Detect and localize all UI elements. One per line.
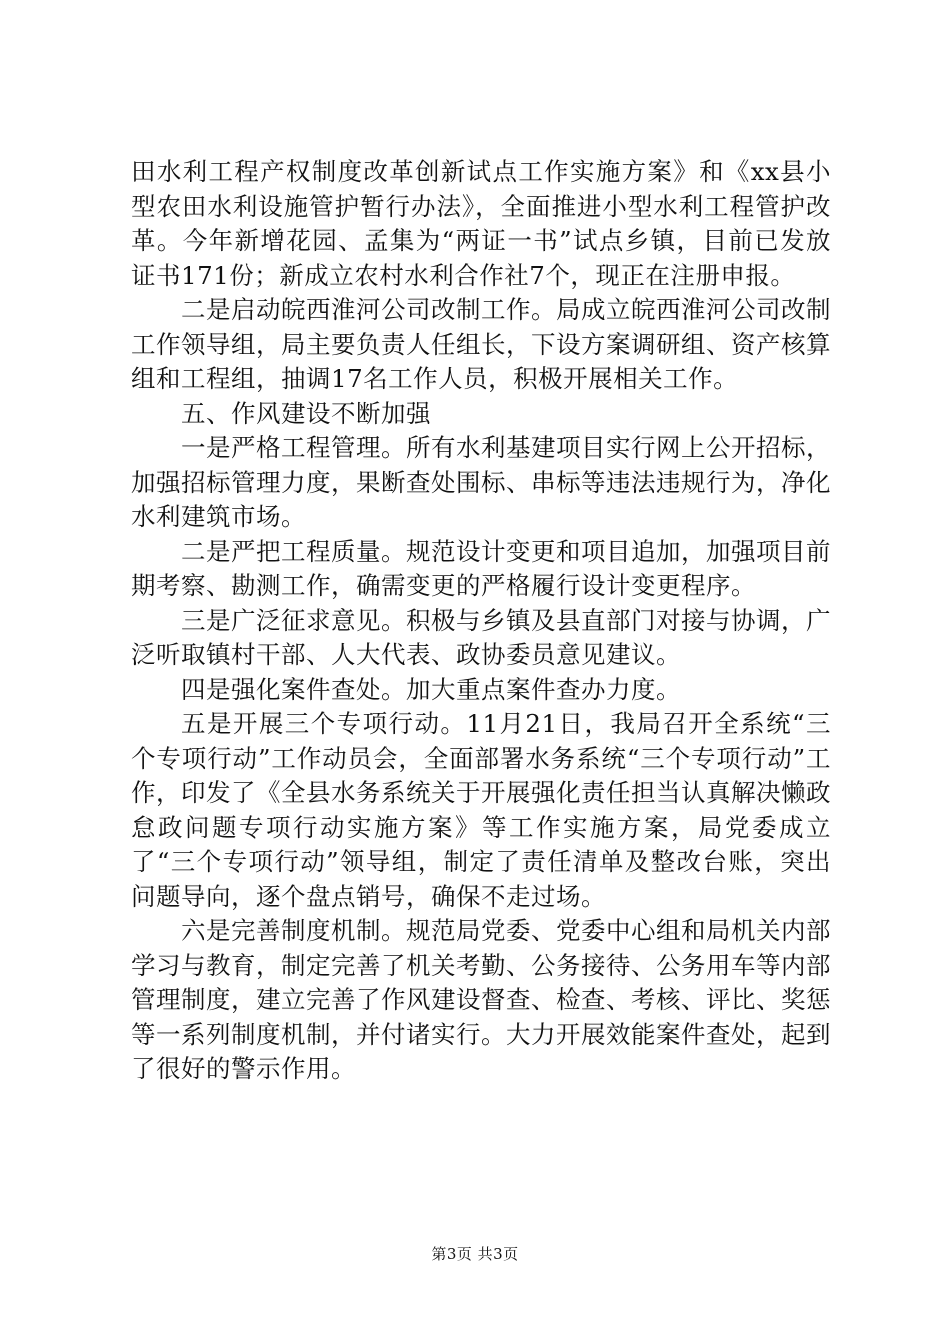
paragraph-3: 一是严格工程管理。所有水利基建项目实行网上公开招标，加强招标管理力度，果断查处围标、串标等违法违规行为，净化水利建筑市场。	[131, 433, 831, 531]
page-footer: 第3页 共3页	[431, 1245, 519, 1263]
paragraph-4: 二是严把工程质量。规范设计变更和项目追加，加强项目前期考察、勘测工作，确需变更的严格履行设计变更程序。	[131, 536, 831, 600]
section-heading: 五、作风建设不断加强	[181, 398, 431, 428]
paragraph-1: 田水利工程产权制度改革创新试点工作实施方案》和《xx县小型农田水利设施管护暂行办法》，全面推进小型水利工程管护改革。今年新增花园、孟集为“两证一书”试点乡镇，目前已发放证书171份；新成立农村水利合作社7个，现正在注册申报。	[131, 157, 831, 290]
paragraph-5: 三是广泛征求意见。积极与乡镇及县直部门对接与协调，广泛听取镇村干部、人大代表、政协委员意见建议。	[131, 605, 831, 669]
document-body	[131, 155, 831, 1087]
paragraph-6: 四是强化案件查处。加大重点案件查办力度。	[181, 674, 681, 704]
paragraph-2: 二是启动皖西淮河公司改制工作。局成立皖西淮河公司改制工作领导组，局主要负责人任组长，下设方案调研组、资产核算组和工程组，抽调17名工作人员，积极开展相关工作。	[131, 295, 831, 393]
paragraph-8: 六是完善制度机制。规范局党委、党委中心组和局机关内部学习与教育，制定完善了机关考勤、公务接待、公务用车等内部管理制度，建立完善了作风建设督查、检查、考核、评比、奖惩等一系列制度机制，并付诸实行。大力开展效能案件查处，起到了很好的警示作用。	[131, 916, 831, 1083]
paragraph-7: 五是开展三个专项行动。11月21日，我局召开全系统“三个专项行动”工作动员会，全面部署水务系统“三个专项行动”工作，印发了《全县水务系统关于开展强化责任担当认真解决懒政怠政问题专项行动实施方案》等工作实施方案，局党委成立了“三个专项行动”领导组，制定了责任清单及整改台账，突出问题导向，逐个盘点销号，确保不走过场。	[131, 709, 831, 911]
